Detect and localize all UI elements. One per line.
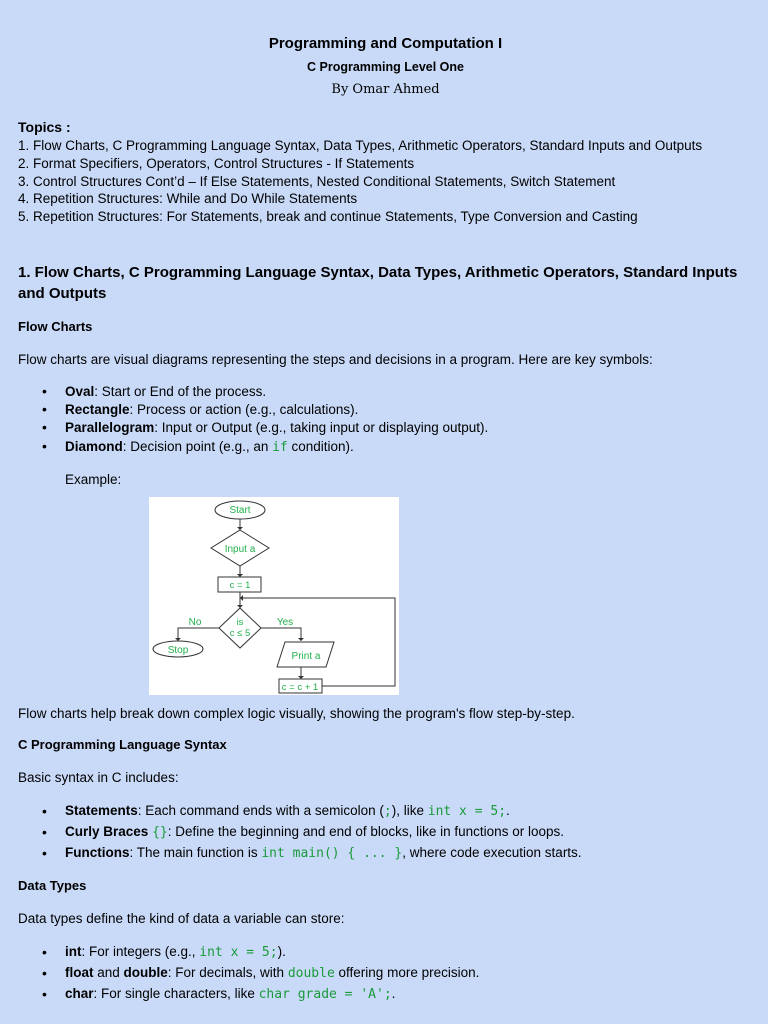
- list-item: [65, 801, 753, 822]
- definition: : For single characters, like: [93, 986, 259, 1002]
- topic-item: 1. Flow Charts, C Programming Language Syntax, Data Types, Arithmetic Operators, Standard Inputs and Outputs: [18, 138, 703, 153]
- definition: condition).: [287, 439, 354, 455]
- example-label: Example:: [65, 472, 122, 488]
- list-item: [65, 942, 753, 963]
- term: int: [65, 944, 82, 960]
- list-item: [65, 822, 753, 843]
- syntax-heading: C Programming Language Syntax: [18, 737, 227, 753]
- flowchart-symbols-list: [18, 383, 753, 457]
- section-heading: 1. Flow Charts, C Programming Language Syntax, Data Types, Arithmetic Operators, Standard Inputs and Outputs: [18, 263, 738, 302]
- code-snippet: int main() { ... }: [261, 846, 403, 862]
- term: Functions: [65, 845, 130, 861]
- datatypes-heading: Data Types: [18, 878, 87, 894]
- term: Rectangle: [65, 401, 130, 417]
- term: double: [123, 965, 168, 981]
- arrowhead: [298, 638, 304, 641]
- topic-item: 5. Repetition Structures: For Statements, break and continue Statements, Type Conversion and Casting: [18, 209, 638, 225]
- list-item: [65, 963, 753, 984]
- code-snippet: int x = 5;: [427, 804, 507, 820]
- yes-branch-line: [261, 628, 301, 641]
- datatypes-list: [18, 942, 753, 1005]
- list-item: [65, 383, 753, 401]
- flowcharts-outro: Flow charts help break down complex logic visually, showing the program's flow step-by-step.: [18, 706, 575, 722]
- topic-item: 2. Format Specifiers, Operators, Control Structures - If Statements: [18, 155, 415, 171]
- code-snippet: int x = 5;: [199, 945, 278, 961]
- definition: : Start or End of the process.: [94, 383, 267, 399]
- term: Oval: [65, 383, 95, 399]
- topic-item: 4. Repetition Structures: While and Do While Statements: [18, 191, 358, 207]
- term: Diamond: [65, 439, 123, 455]
- topics-list: [18, 137, 753, 226]
- definition: : Decision point (e.g., an: [122, 439, 273, 455]
- condition-label-line1: is: [236, 617, 244, 629]
- code-snippet: if: [272, 440, 288, 456]
- code-snippet: char grade = 'A';: [258, 987, 392, 1003]
- flowcharts-intro: Flow charts are visual diagrams representing the steps and decisions in a program. Here are key symbols:: [18, 351, 653, 367]
- list-item: [65, 419, 753, 437]
- definition: and: [93, 965, 124, 981]
- flowchart-figure: [149, 497, 399, 695]
- syntax-list: [18, 801, 753, 864]
- code-snippet: ;: [383, 804, 392, 820]
- code-snippet: {}: [152, 825, 168, 841]
- definition: : The main function is: [129, 845, 262, 861]
- input-label: Input a: [224, 544, 256, 556]
- document-subtitle: C Programming Level One: [307, 60, 464, 74]
- yes-label: Yes: [276, 617, 294, 629]
- document-page: [18, 0, 753, 1005]
- document-title: Programming and Computation I: [268, 35, 503, 52]
- definition: , where code execution starts.: [402, 845, 582, 861]
- flowcharts-heading: Flow Charts: [18, 318, 93, 334]
- definition: : For decimals, with: [167, 965, 288, 981]
- term: float: [65, 965, 94, 981]
- list-item: [65, 843, 753, 864]
- topic-item: 3. Control Structures Cont’d – If Else Statements, Nested Conditional Statements, Switch Statement: [18, 173, 616, 189]
- list-item: [65, 984, 753, 1005]
- definition: ).: [277, 944, 286, 960]
- definition: : Input or Output (e.g., taking input or displaying output).: [154, 419, 489, 435]
- list-item: [65, 438, 753, 457]
- term: Statements: [65, 803, 138, 819]
- definition: : Each command ends with a semicolon (: [137, 803, 384, 819]
- definition: : Define the beginning and end of blocks, like in functions or loops.: [167, 824, 564, 840]
- start-label: Start: [229, 505, 251, 517]
- definition: .: [506, 803, 510, 819]
- condition-label-line2: c ≤ 5: [229, 628, 251, 640]
- no-branch-line: [178, 628, 219, 641]
- arrowhead: [237, 527, 243, 530]
- flowchart-diagram: [149, 497, 399, 695]
- definition: : For integers (e.g.,: [81, 944, 200, 960]
- syntax-intro: Basic syntax in C includes:: [18, 770, 179, 786]
- topics-heading: Topics :: [18, 119, 71, 135]
- list-item: [65, 401, 753, 419]
- code-snippet: double: [287, 966, 335, 982]
- term: Parallelogram: [65, 419, 155, 435]
- stop-label: Stop: [167, 645, 189, 657]
- increment-label: c = c + 1: [281, 682, 319, 694]
- document-author: By Omar Ahmed: [331, 82, 440, 97]
- init-label: c = 1: [229, 580, 251, 592]
- definition: : Process or action (e.g., calculations).: [129, 401, 359, 417]
- term: Curly Braces: [65, 824, 149, 840]
- no-label: No: [188, 617, 202, 629]
- arrowhead: [237, 605, 243, 608]
- definition: offering more precision.: [334, 965, 480, 981]
- print-label: Print a: [291, 651, 321, 663]
- datatypes-intro: Data types define the kind of data a variable can store:: [18, 911, 345, 927]
- definition: ), like: [391, 803, 428, 819]
- definition: .: [391, 986, 396, 1002]
- term: char: [65, 986, 94, 1002]
